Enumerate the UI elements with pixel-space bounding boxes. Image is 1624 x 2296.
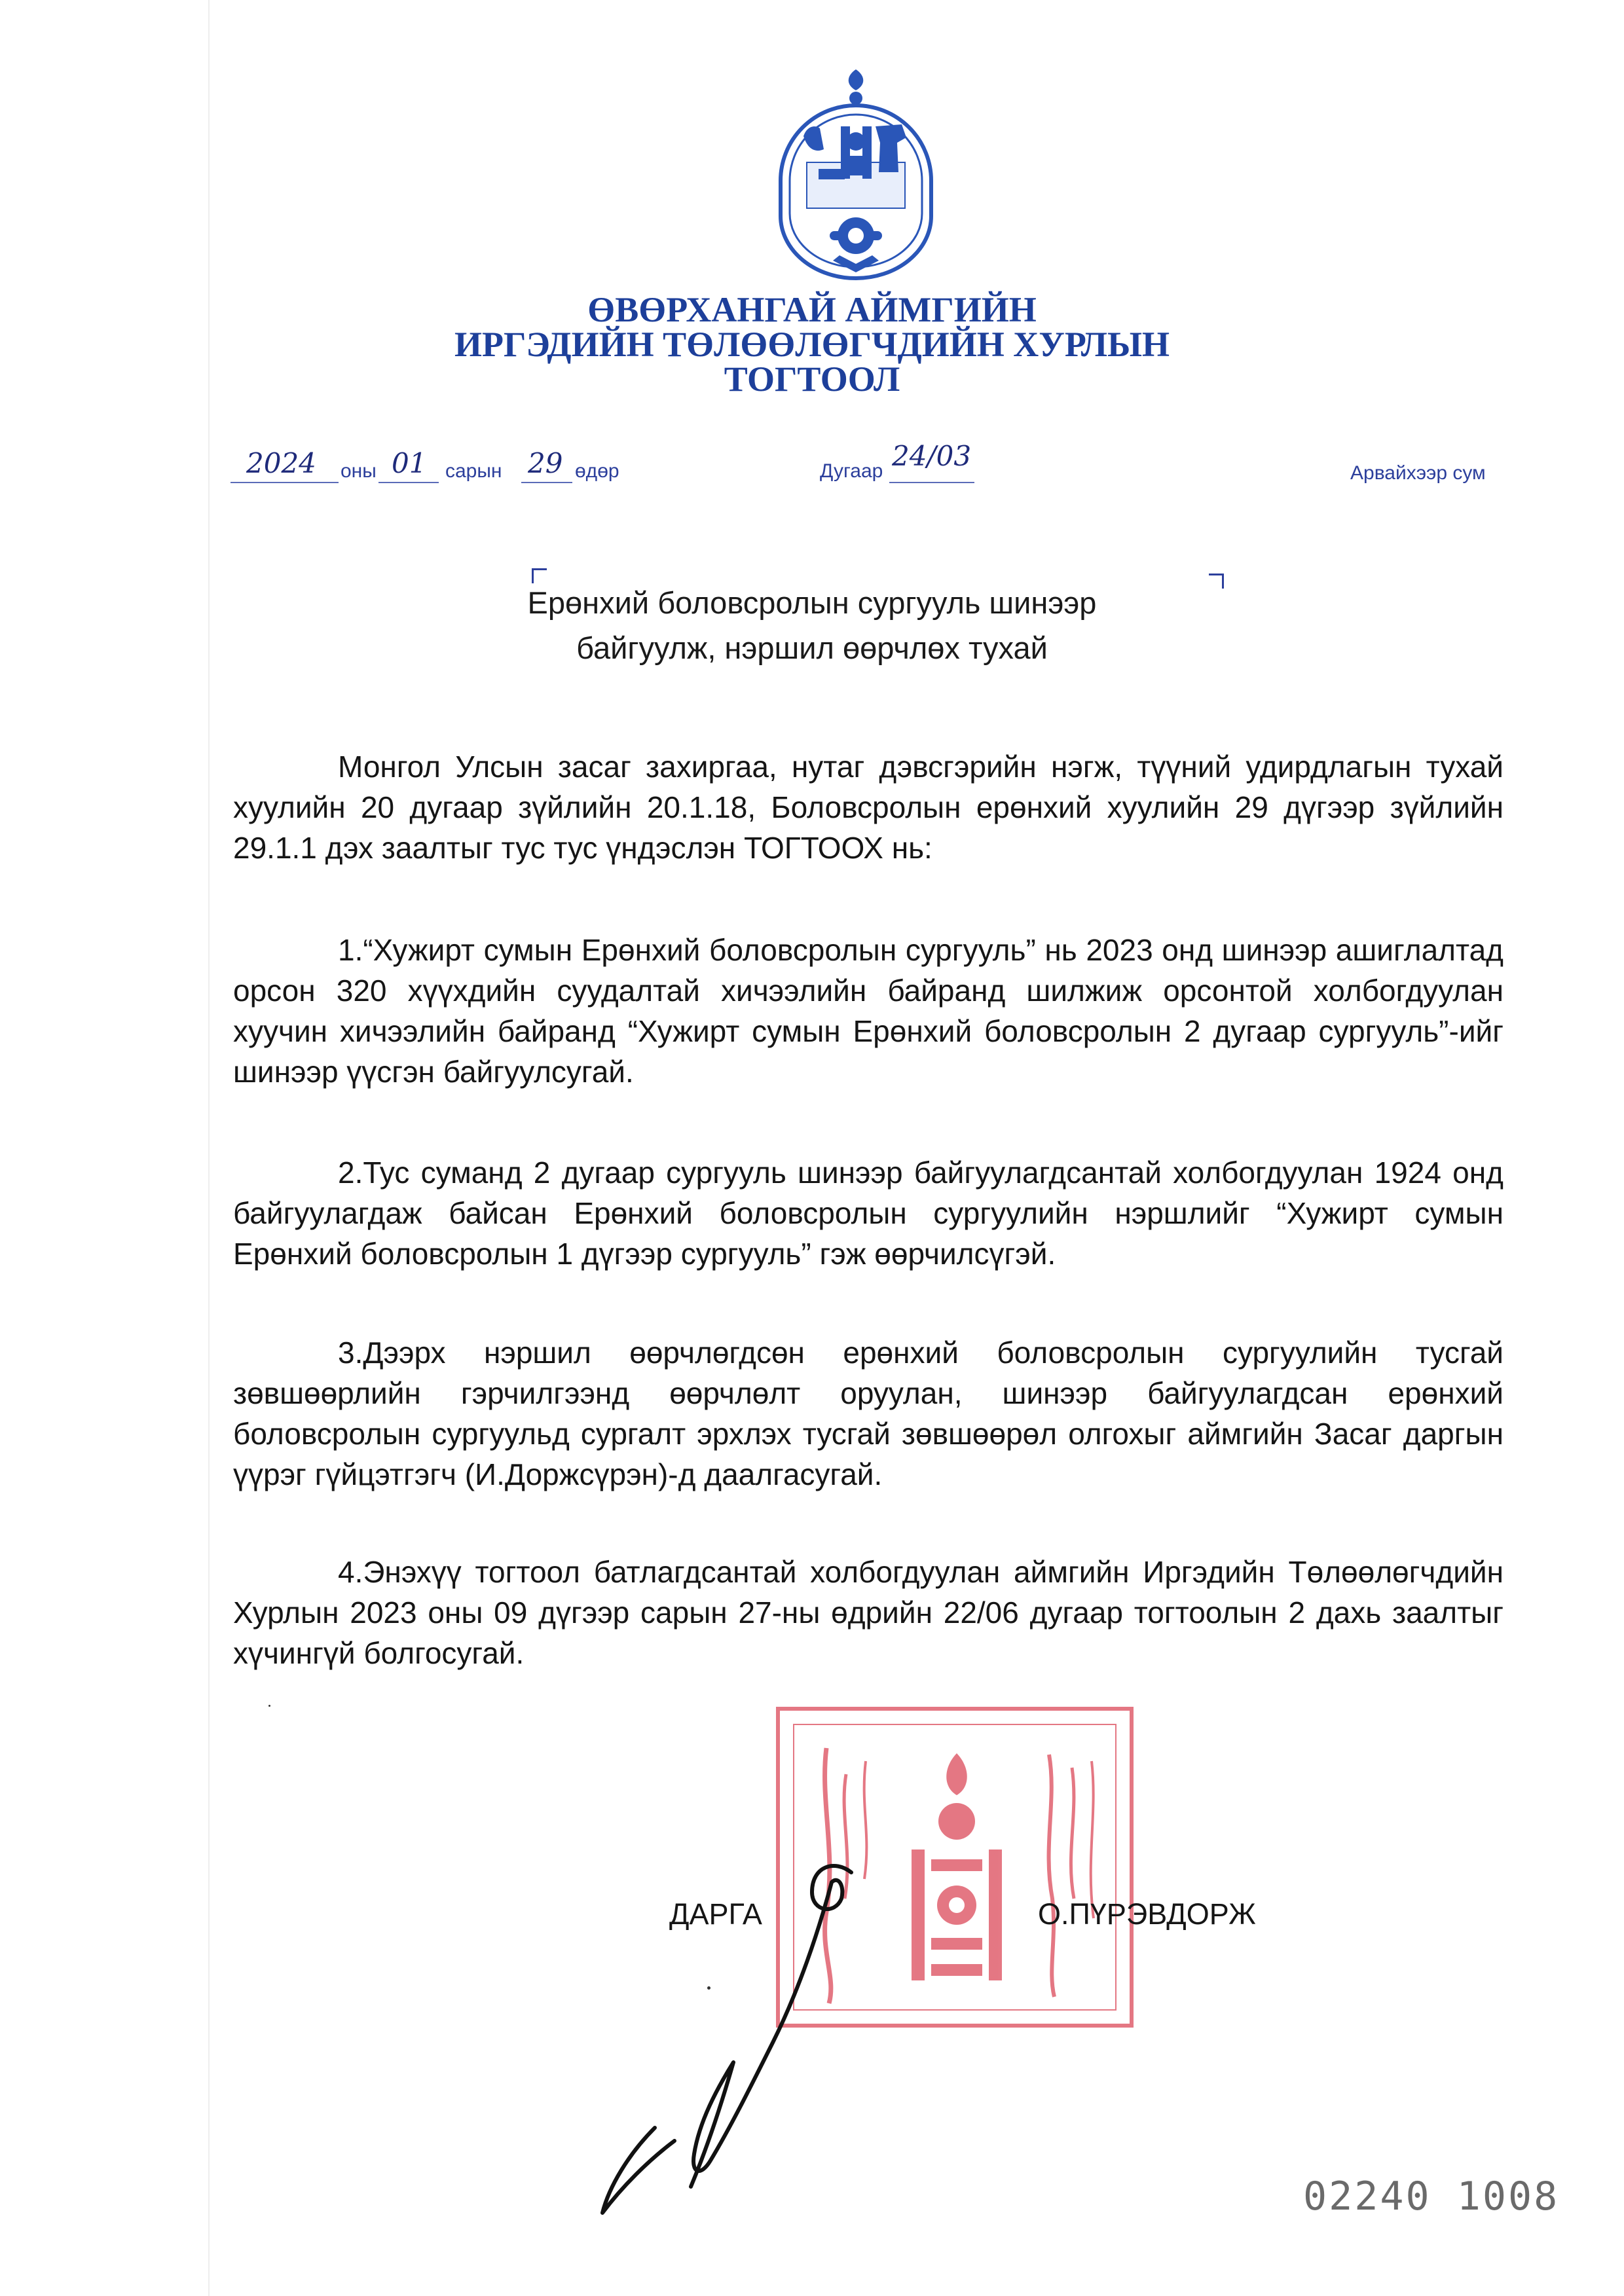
resolution-item-2: 2.Тус суманд 2 дугаар сургууль шинээр байгуулагдсантай холбогдуулан 1924 онд байгуулагдаж байсан Ерөнхий боловсролын сургуулийн нэршлийг “Хужирт сумын Ерөнхий боловсролын 1 дүгээр сургууль” гэж өөрчилсүгэй. [233,1156,1504,1271]
date-day: 29 [528,447,563,479]
preamble-paragraph: Монгол Улсын засаг захиргаа, нутаг дэвсгэрийн нэгж, түүний удирдлагын тухай хуулийн 20 дугаар зүйлийн 20.1.18, Боловсролын ерөнхий хуулийн 29 дүгээр зүйлийн 29.1.1 дэх заалтыг тус тус үндэслэн ТОГТООХ нь: [233,750,1504,865]
number-label: Дугаар [820,460,883,482]
month-underline [378,482,439,483]
scan-speck [268,1705,270,1707]
resolution-item-3: 3.Дээрх нэршил өөрчлөгдсөн ерөнхий боловсролын сургуулийн тусгай зөвшөөрлийн гэрчилгээнд өөрчлөлт оруулан, шинээр байгуулагдсан ерөнхий боловсролын сургуульд сургалт эрхлэх тусгай зөвшөөрөл олгохыг аймгийн Засаг даргын үүрэг гүйцэтгэгч (И.Доржсүрэн)-д даалгасугай. [233,1336,1504,1491]
handwritten-signature [576,1846,904,2226]
header-line-3: ТОГТООЛ [724,359,900,399]
state-emblem-icon [767,64,944,280]
date-year: 2024 [246,447,316,479]
day-underline [521,482,572,483]
number-underline [889,482,974,483]
year-underline [231,482,339,483]
scan-speck [707,1986,710,1990]
date-month: 01 [392,447,427,479]
header-line-2: ИРГЭДИЙН ТӨЛӨӨЛӨГЧДИЙН ХУРЛЫН [454,325,1170,364]
resolution-item-1: 1.“Хужирт сумын Ерөнхий боловсролын сургууль” нь 2023 онд шинээр ашиглалтад орсон 320 хүүхдийн суудалтай хичээлийн байранд шилжиж орсонтой холбогдуулан хуучин хичээлийн байранд “Хужирт сумын Ерөнхий боловсролын 2 дугаар сургууль”-ийг шинээр үүсгэн байгуулсугай. [233,933,1504,1089]
resolution-number: 24/03 [892,440,972,472]
resolution-item-4: 4.Энэхүү тогтоол батлагдсантай холбогдуулан аймгийн Иргэдийн Төлөөлөгчдийн Хурлын 2023 оны 09 дүгээр сарын 27-ны өдрийн 22/06 дугаар тогтоолын 2 дахь заалтыг хүчингүй болгосугай. [233,1555,1504,1670]
location: Арвайхээр сум [1350,462,1486,484]
date-day-suffix: өдөр [575,460,619,482]
header-line-1: ӨВӨРХАНГАЙ АЙМГИЙН [587,290,1037,329]
date-year-suffix: оны [341,460,377,482]
signatory-title: ДАРГА [669,1897,762,1931]
title-line-2: байгуулж, нэршил өөрчлөх тухай [576,630,1048,665]
title-line-1: Ерөнхий боловсролын сургууль шинээр [527,585,1097,620]
title-corner-left [532,568,547,583]
document-serial-number: 02240 1008 [1303,2174,1560,2219]
date-month-suffix: сарын [445,460,502,482]
signatory-name: О.ПҮРЭВДОРЖ [1038,1897,1256,1931]
